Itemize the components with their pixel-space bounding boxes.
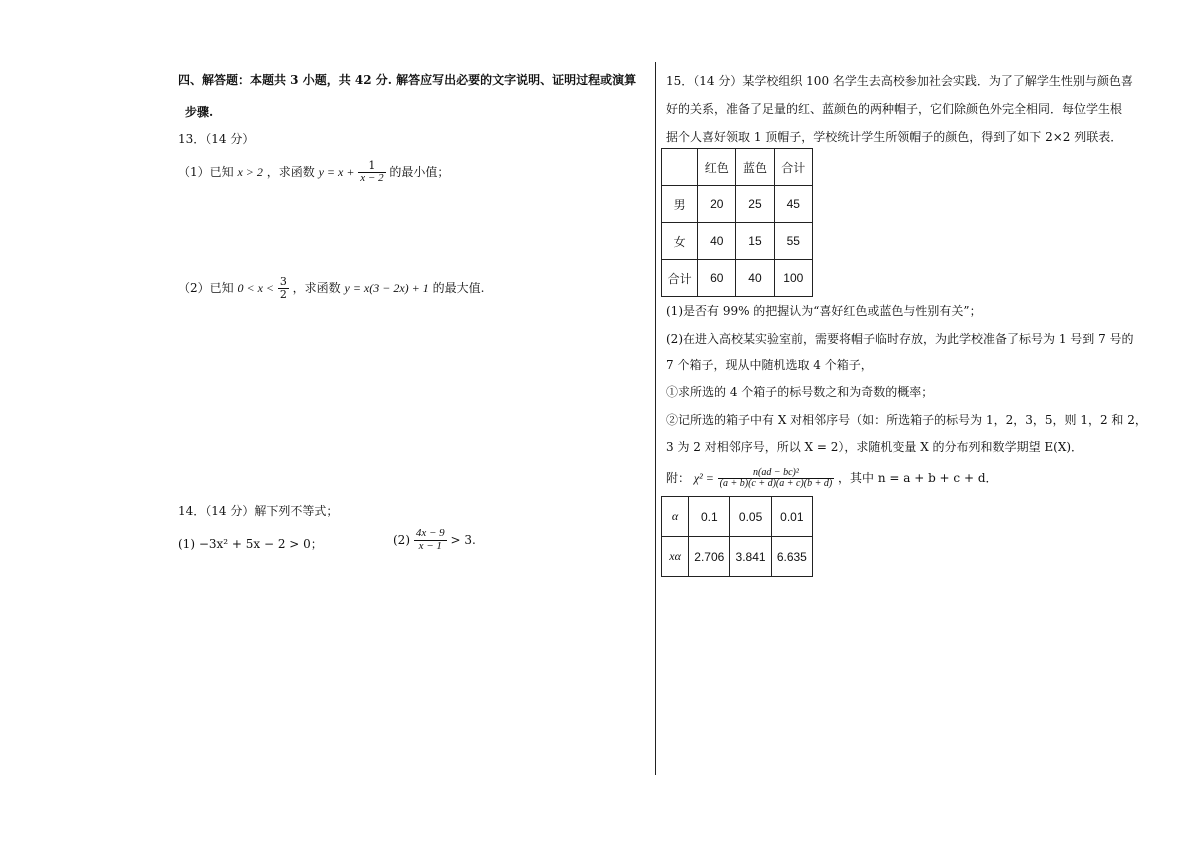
- table-cell: 3.841: [730, 537, 771, 577]
- table-cell: 0.05: [730, 497, 771, 537]
- q14-part2-suffix: > 3.: [450, 533, 476, 547]
- q13-part1-function: y = x +: [318, 165, 355, 179]
- q13-part1-mid: ，求函数: [266, 165, 315, 179]
- q14-part2-fraction-numerator: 4x − 9: [415, 527, 445, 540]
- table-cell: 40: [698, 223, 736, 260]
- table-cell: 合计: [662, 260, 698, 297]
- q15-part2-line1: (2)在进入高校某实验室前，需要将帽子临时存放，为此学校准备了标号为 1 号到 7 号的: [666, 332, 1134, 346]
- formula-fraction: [718, 468, 835, 490]
- table-cell: 0.1: [689, 497, 730, 537]
- q15-line3: 据个人喜好领取 1 顶帽子，学校统计学生所领帽子的颜色，得到了如下 2×2 列联表．: [666, 130, 1123, 144]
- q13-part2-fraction-numerator: 3: [279, 275, 287, 289]
- table-cell: 男: [662, 186, 698, 223]
- q14-header: 14．（14 分）解下列不等式；: [178, 504, 339, 518]
- column-divider: [655, 62, 656, 775]
- q14-part2-fraction-denominator: x − 1: [414, 540, 447, 553]
- table-cell: 100: [774, 260, 812, 297]
- table-cell: 40: [736, 260, 774, 297]
- table-cell: xα: [662, 537, 689, 577]
- q15-sub2-line2: 3 为 2 对相邻序号，所以 X = 2），求随机变量 X 的分布列和数学期望 E(X)．: [666, 440, 1084, 454]
- formula-denominator: (a + b)(c + d)(a + c)(b + d): [719, 478, 833, 489]
- q13-part1-condition: x > 2: [237, 165, 263, 179]
- section-heading: 四、解答题：本题共 3 小题，共 42 分. 解答应写出必要的文字说明、证明过程或演算: [178, 73, 637, 87]
- formula-suffix: ，其中 n = a + b + c + d．: [838, 471, 998, 485]
- table-cell: 6.635: [771, 537, 812, 577]
- table-row: [662, 497, 813, 537]
- critical-value-table: [661, 496, 813, 577]
- q14-part2-fraction: [414, 528, 447, 552]
- q13-part1-fraction: [358, 160, 385, 184]
- table-cell: 55: [774, 223, 812, 260]
- table-cell: [662, 149, 698, 186]
- table-cell: 0.01: [771, 497, 812, 537]
- q13-part2-fraction: [278, 276, 289, 300]
- section-heading-continued: 步骤.: [185, 105, 214, 119]
- contingency-table: [661, 148, 813, 297]
- q13-header: 13．（14 分）: [178, 132, 255, 146]
- table-cell: 蓝色: [736, 149, 774, 186]
- table-row: [662, 149, 813, 186]
- table-cell: 25: [736, 186, 774, 223]
- q13-part2-condition: 0 < x <: [237, 281, 274, 295]
- q13-part2-fraction-denominator: 2: [279, 288, 287, 301]
- q14-part2: [393, 523, 476, 557]
- q15-line1: 15．（14 分）某学校组织 100 名学生去高校参加社会实践．为了了解学生性别与颜色喜: [666, 74, 1133, 88]
- table-cell: 2.706: [689, 537, 730, 577]
- table-cell: 60: [698, 260, 736, 297]
- q14-part2-prefix: (2): [393, 533, 410, 547]
- q13-part2-suffix: 的最大值.: [432, 281, 485, 295]
- q13-part1-fraction-denominator: x − 2: [360, 172, 384, 184]
- formula-lhs: χ² =: [693, 471, 714, 485]
- table-row: [662, 537, 813, 577]
- q13-part1-suffix: 的最小值；: [389, 165, 450, 179]
- appendix-prefix: 附：: [666, 471, 691, 485]
- table-cell: 45: [774, 186, 812, 223]
- q13-part2-mid: ，求函数: [292, 281, 341, 295]
- q15-sub1: ①求所选的 4 个箱子的标号数之和为奇数的概率；: [666, 385, 934, 399]
- table-cell: 20: [698, 186, 736, 223]
- formula-numerator: n(ad − bc)²: [752, 466, 799, 478]
- table-row: [662, 223, 813, 260]
- q15-part1: (1)是否有 99% 的把握认为“喜好红色或蓝色与性别有关”；: [666, 304, 982, 318]
- q13-part1-fraction-numerator: 1: [368, 159, 376, 173]
- table-cell: α: [662, 497, 689, 537]
- q15-line2: 好的关系，准备了足量的红、蓝颜色的两种帽子，它们除颜色外完全相同．每位学生根: [666, 102, 1123, 116]
- q13-part2-function: y = x(3 − 2x) + 1: [344, 281, 429, 295]
- q13-part1: [178, 155, 449, 189]
- q14-part1: (1) −3x² + 5x − 2 > 0；: [178, 537, 323, 551]
- q13-part1-prefix: （1）已知: [178, 165, 234, 179]
- q13-part2-prefix: （2）已知: [178, 281, 234, 295]
- table-cell: 红色: [698, 149, 736, 186]
- appendix-formula: [666, 460, 998, 496]
- table-cell: 15: [736, 223, 774, 260]
- table-row: [662, 260, 813, 297]
- q15-part2-line2: 7 个箱子，现从中随机选取 4 个箱子，: [666, 358, 873, 372]
- q15-sub2-line1: ②记所选的箱子中有 X 对相邻序号（如：所选箱子的标号为 1，2，3，5，则 1，2 和 2，: [666, 413, 1147, 427]
- table-cell: 女: [662, 223, 698, 260]
- table-cell: 合计: [774, 149, 812, 186]
- table-row: [662, 186, 813, 223]
- q13-part2: [178, 271, 484, 305]
